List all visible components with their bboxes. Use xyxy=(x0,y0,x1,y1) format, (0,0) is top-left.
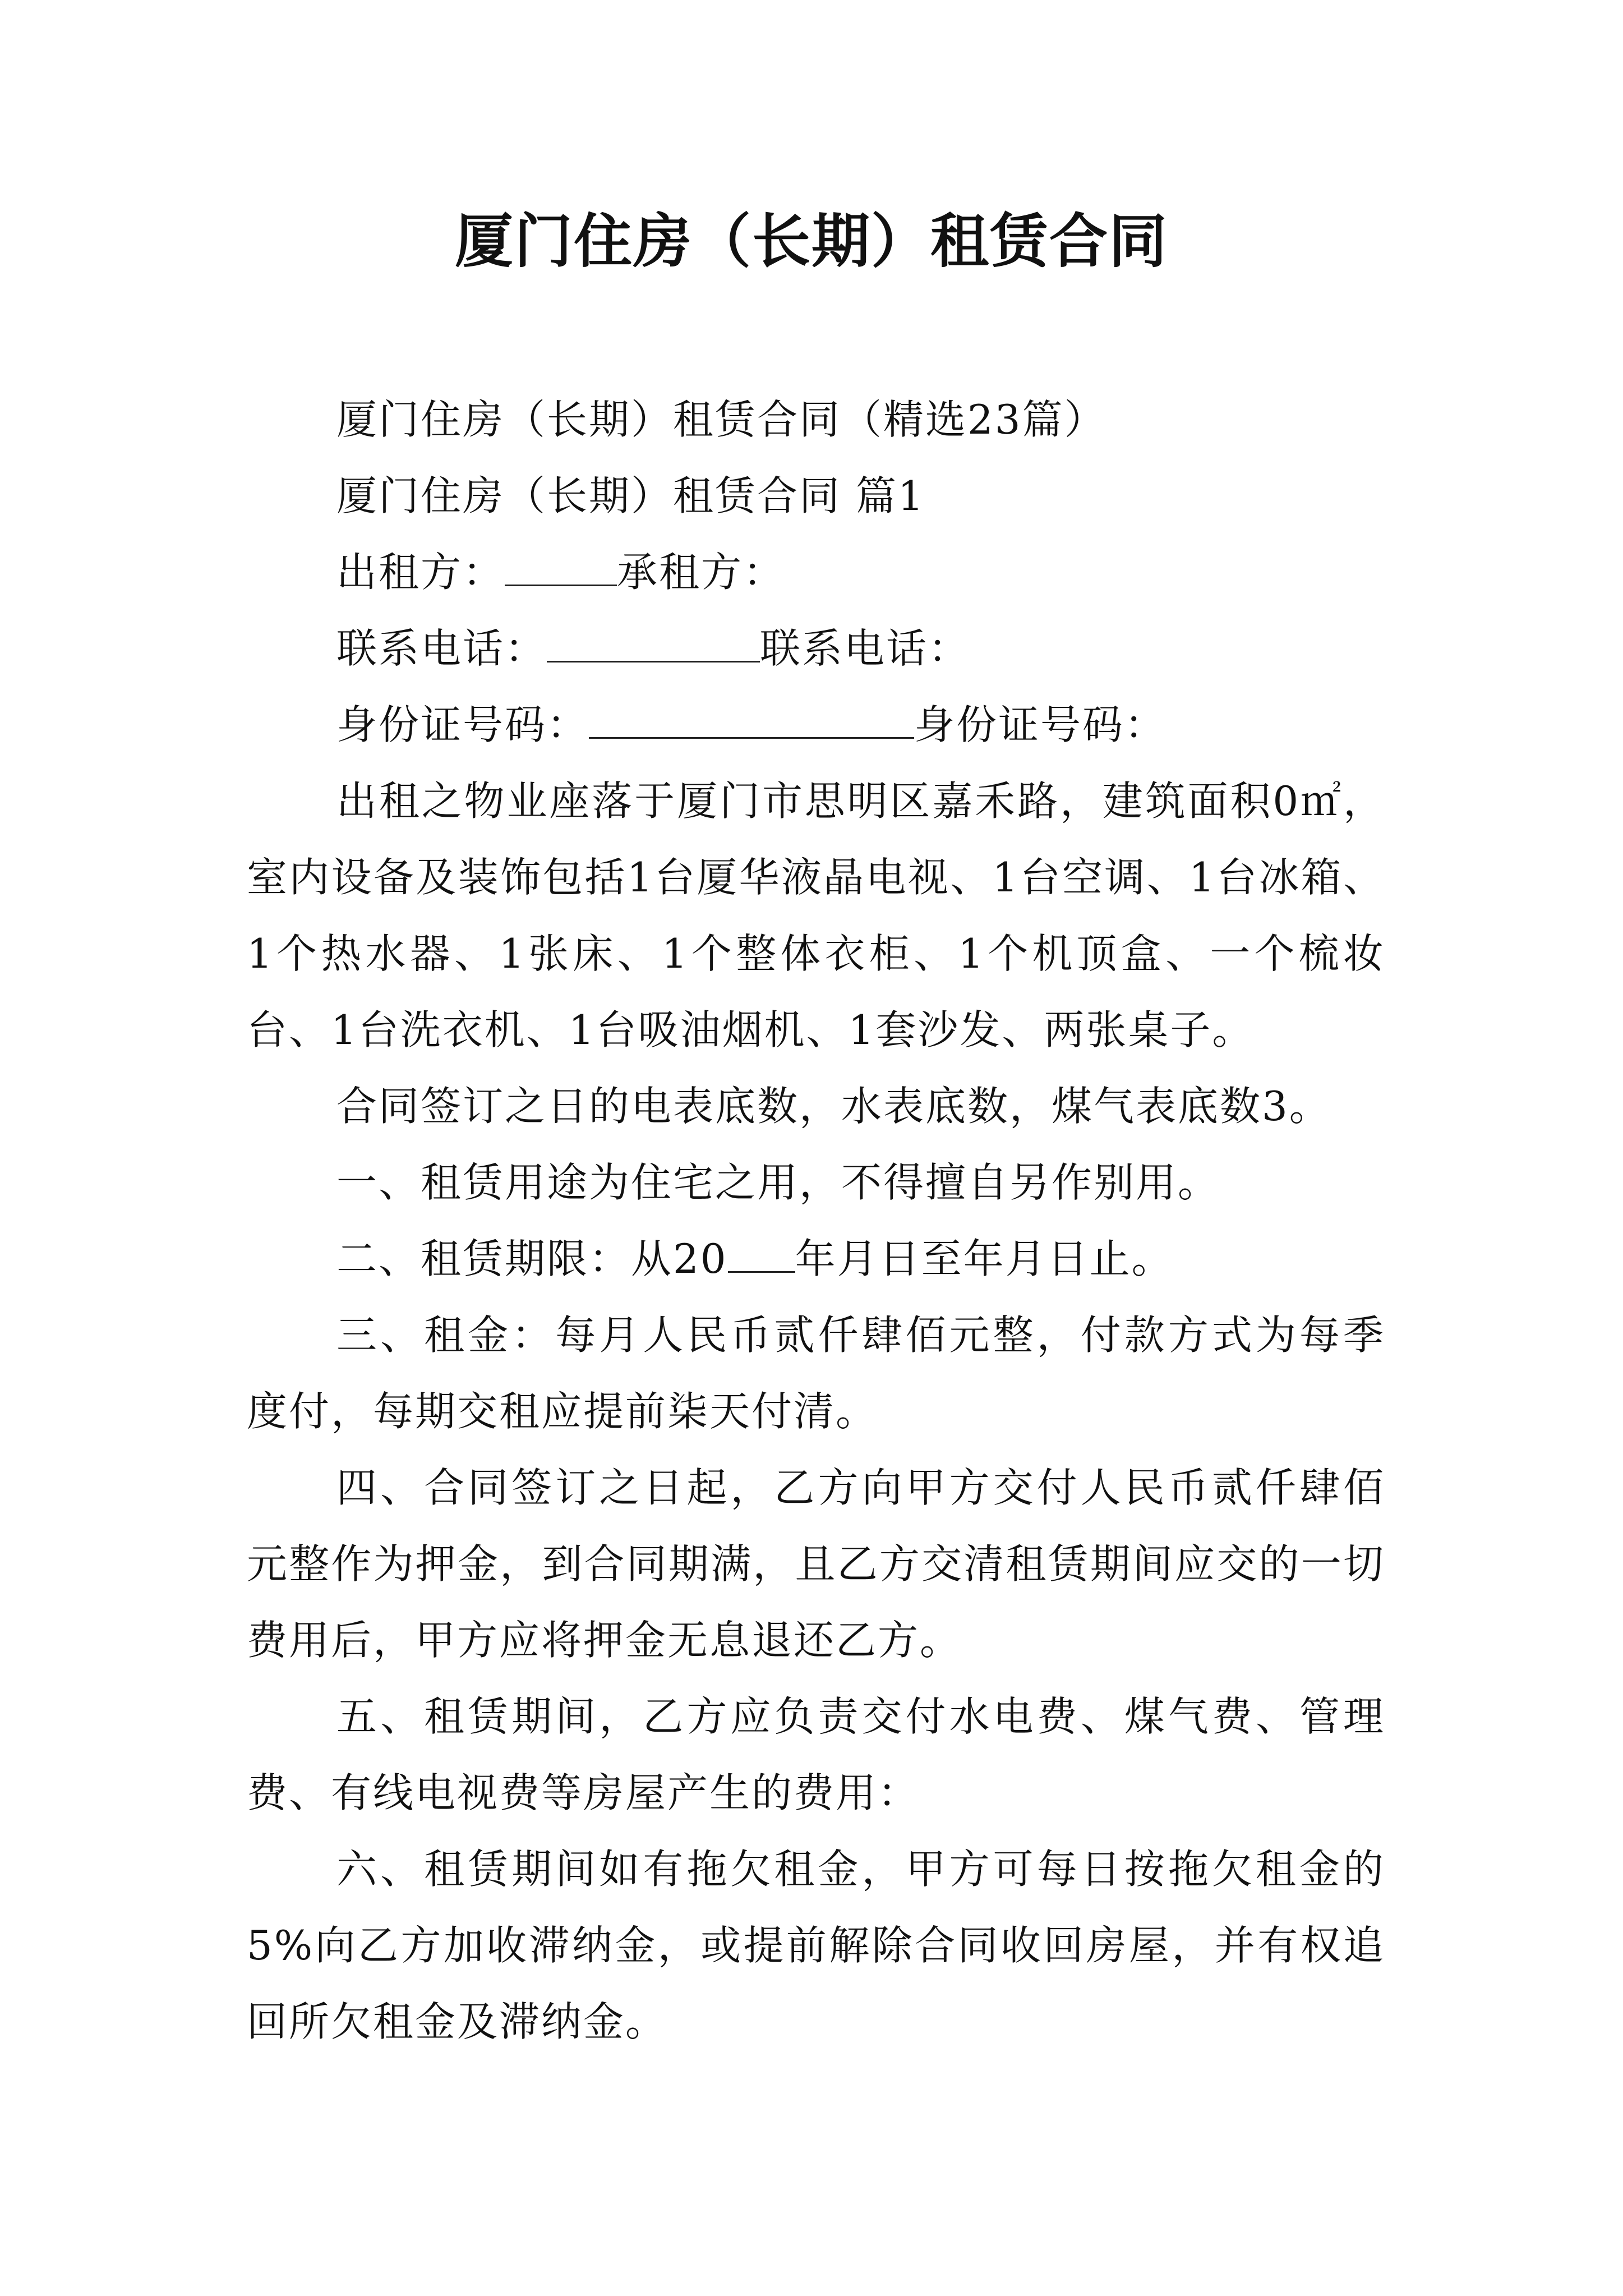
clause-2-suffix: 年月日至年月日止。 xyxy=(795,1235,1174,1282)
lessor-phone-label: 联系电话： xyxy=(336,625,547,672)
lessor-id-label: 身份证号码： xyxy=(336,701,589,748)
year-blank xyxy=(728,1235,795,1273)
meter-paragraph: 合同签订之日的电表底数，水表底数，煤气表底数3。 xyxy=(336,1083,1331,1130)
document-subtitle: 厦门住房（长期）租赁合同（精选23篇） xyxy=(336,396,1106,443)
lessee-phone-label: 联系电话： xyxy=(760,625,971,672)
lessor-blank xyxy=(505,549,617,586)
lessor-id-blank xyxy=(589,701,914,739)
party-line xyxy=(247,534,1385,610)
clause-5: 五、租赁期间，乙方应负责交付水电费、煤气费、管理费、有线电视费等房屋产生的费用： xyxy=(247,1693,1385,1816)
clause-2 xyxy=(247,1221,1385,1297)
lessee-id-label: 身份证号码： xyxy=(914,701,1167,748)
document-title: 厦门住房（长期）租赁合同 xyxy=(454,207,1168,275)
section-heading: 厦门住房（长期）租赁合同 篇1 xyxy=(336,472,925,519)
clause-1: 一、租赁用途为住宅之用，不得擅自另作别用。 xyxy=(336,1159,1220,1206)
clause-2-prefix: 二、租赁期限：从20 xyxy=(336,1235,728,1282)
property-paragraph: 出租之物业座落于厦门市思明区嘉禾路，建筑面积0㎡，室内设备及装饰包括1台厦华液晶电视、1台空调、1台冰箱、1个热水器、1张床、1个整体衣柜、1个机顶盒、一个梳妆台、1台洗衣机、1台吸油烟机、1套沙发、两张桌子。 xyxy=(247,777,1385,1053)
clause-4: 四、合同签订之日起，乙方向甲方交付人民币贰仟肆佰元整作为押金，到合同期满，且乙方交清租赁期间应交的一切费用后，甲方应将押金无息退还乙方。 xyxy=(247,1464,1385,1664)
clause-6: 六、租赁期间如有拖欠租金，甲方可每日按拖欠租金的5%向乙方加收滞纳金，或提前解除合同收回房屋，并有权追回所欠租金及滞纳金。 xyxy=(247,1846,1385,2045)
lessor-label: 出租方： xyxy=(336,549,505,596)
lessor-phone-blank xyxy=(547,625,760,662)
id-line xyxy=(247,687,1385,763)
document-body xyxy=(247,381,1385,2060)
clause-3: 三、租金：每月人民币贰仟肆佰元整，付款方式为每季度付，每期交租应提前柒天付清。 xyxy=(247,1312,1385,1435)
phone-line xyxy=(247,610,1385,687)
lessee-label: 承租方： xyxy=(617,549,786,596)
